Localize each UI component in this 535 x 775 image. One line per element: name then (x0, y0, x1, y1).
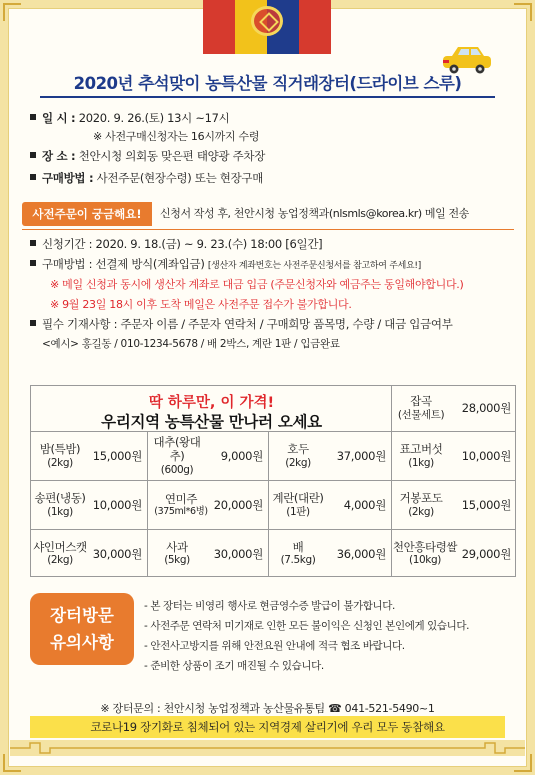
contact-info: ※ 장터문의 : 천안시청 농업정책과 농산물유통팀 ☎ 041-521-5490~1 (100, 702, 435, 715)
price-cell (392, 431, 516, 480)
notice-item: - 준비한 상품이 조기 매진될 수 있습니다. (144, 660, 324, 672)
bullet-icon (30, 240, 36, 246)
corner-ornament (514, 3, 532, 21)
price-cell (269, 480, 392, 529)
bullet-icon (30, 174, 36, 180)
item-name: 호두 (2kg) (285, 442, 311, 469)
order-example: <예시> 홍길동 / 010-1234-5678 / 배 2박스, 계란 1판 / 입금완료 (42, 338, 340, 350)
price-cell (31, 431, 148, 480)
item-price: 30,000원 (213, 546, 263, 561)
pay-note: [생산자 계좌번호는 사전주문신청서를 참고하여 주세요!] (207, 261, 421, 271)
knot-icon (251, 6, 283, 36)
preorder-payment (30, 256, 421, 272)
visit-notice-badge (30, 593, 134, 665)
item-price: 10,000원 (461, 449, 511, 463)
price-cell (148, 529, 269, 577)
item-name: 연미주 (375ml*6병) (154, 491, 208, 518)
item-name: 표고버섯 (1kg) (399, 442, 443, 469)
item-name: 배 (7.5kg) (280, 539, 316, 567)
price-cell (392, 529, 516, 577)
method-value: 사전주문(현장수령) 또는 현장구매 (96, 171, 264, 185)
date-label: 일 시 : (42, 111, 76, 125)
corner-ornament (514, 754, 532, 772)
notice-item: - 본 장터는 비영리 행사로 현금영수증 발급이 불가합니다. (144, 600, 395, 612)
notice-item: - 안전사고방지를 위해 안전요원 안내에 적극 협조 바랍니다. (144, 640, 405, 652)
item-price: 15,000원 (461, 498, 511, 512)
price-cell (269, 529, 392, 577)
item-name: 잡곡 (선물세트) (397, 394, 445, 421)
required-label: 필수 기재사항 : (42, 317, 118, 331)
period-value: 2020. 9. 18.(금) ~ 9. 23.(수) 18:00 [6일간] (95, 237, 323, 251)
pay-value: 선결제 방식(계좌입금) (95, 257, 205, 271)
bullet-icon (30, 260, 36, 266)
item-price: 29,000원 (461, 546, 511, 561)
bullet-icon (30, 320, 36, 326)
item-price: 20,000원 (213, 498, 263, 512)
page-title: 2020년 추석맞이 농특산물 직거래장터(드라이브 스루) (73, 74, 462, 93)
title-underline (40, 96, 495, 98)
item-name: 거봉포도 (2kg) (399, 491, 443, 518)
notice-item: - 사전주문 연락처 미기재로 인한 모든 불이익은 신청인 본인에게 있습니다. (144, 620, 470, 632)
corner-ornament (3, 3, 21, 21)
place-value: 천안시청 의회동 맞은편 태양광 주차장 (78, 149, 266, 163)
item-price: 9,000원 (220, 449, 263, 463)
price-table (30, 385, 516, 577)
preorder-tag: 사전주문이 궁금해요! (22, 202, 152, 226)
corner-ornament (3, 754, 21, 772)
item-price: 28,000원 (461, 401, 511, 415)
item-name: 밤(특밤) (2kg) (39, 442, 81, 469)
item-price: 30,000원 (92, 546, 142, 561)
price-table-header (31, 386, 392, 431)
event-place (30, 148, 265, 164)
price-table-title: 우리지역 농특산물 만나러 오세요 (101, 413, 322, 431)
bullet-icon (30, 114, 36, 120)
item-name: 대추(왕대추) (600g) (153, 435, 201, 476)
item-price: 36,000원 (336, 546, 386, 561)
chuseok-ribbon-decoration (203, 0, 331, 54)
item-name: 샤인머스캣 (2kg) (33, 539, 87, 567)
method-label: 구매방법 : (42, 171, 94, 185)
warning-deadline: ※ 9월 23일 18시 이후 도착 메일은 사전주문 접수가 불가합니다. (50, 298, 352, 311)
preorder-instruction: 신청서 작성 후, 천안시청 농업정책과(nlsmls@korea.kr) 메일 전송 (160, 207, 469, 220)
date-value: 2020. 9. 26.(토) 13시 ~17시 (78, 111, 230, 125)
event-date (30, 110, 230, 126)
item-name: 계란(대란) (1판) (272, 491, 324, 518)
price-cell (269, 431, 392, 480)
price-cell (31, 480, 148, 529)
price-cell (392, 480, 516, 529)
item-name: 천안흥타령쌀 (10kg) (392, 539, 458, 567)
bullet-icon (30, 152, 36, 158)
event-method (30, 170, 263, 186)
place-label: 장 소 : (42, 149, 76, 163)
price-cell (392, 385, 516, 431)
divider (22, 229, 514, 230)
one-day-price-heading: 딱 하루만, 이 가격! (148, 395, 275, 411)
item-price: 37,000원 (336, 449, 386, 463)
badge-line: 유의사항 (50, 633, 114, 652)
item-name: 사과 (5kg) (164, 539, 190, 567)
item-price: 4,000원 (343, 498, 386, 512)
pay-label: 구매방법 : (42, 257, 93, 271)
price-cell (148, 480, 269, 529)
pattern-decoration (10, 740, 525, 756)
badge-line: 장터방문 (50, 606, 114, 625)
price-cell (31, 529, 148, 577)
required-value: 주문자 이름 / 주문자 연락처 / 구매희망 품목명, 수량 / 대금 입금여부 (120, 317, 453, 331)
preorder-period (30, 236, 322, 252)
preorder-bar (22, 202, 514, 226)
date-note: ※ 사전구매신청자는 16시까지 수령 (93, 130, 260, 143)
item-price: 10,000원 (92, 498, 142, 512)
period-label: 신청기간 : (42, 237, 93, 251)
warning-deposit: ※ 메일 신청과 동시에 생산자 계좌로 대금 입금 (주문신청자와 예금주는 동일해야합니다.) (50, 278, 464, 291)
slogan-bar: 코로나19 장기화로 침체되어 있는 지역경제 살리기에 우리 모두 동참해요 (30, 716, 505, 738)
item-price: 15,000원 (92, 449, 142, 463)
price-cell (148, 431, 269, 480)
required-fields (30, 316, 453, 332)
item-name: 송편(냉동) (1kg) (34, 491, 86, 518)
